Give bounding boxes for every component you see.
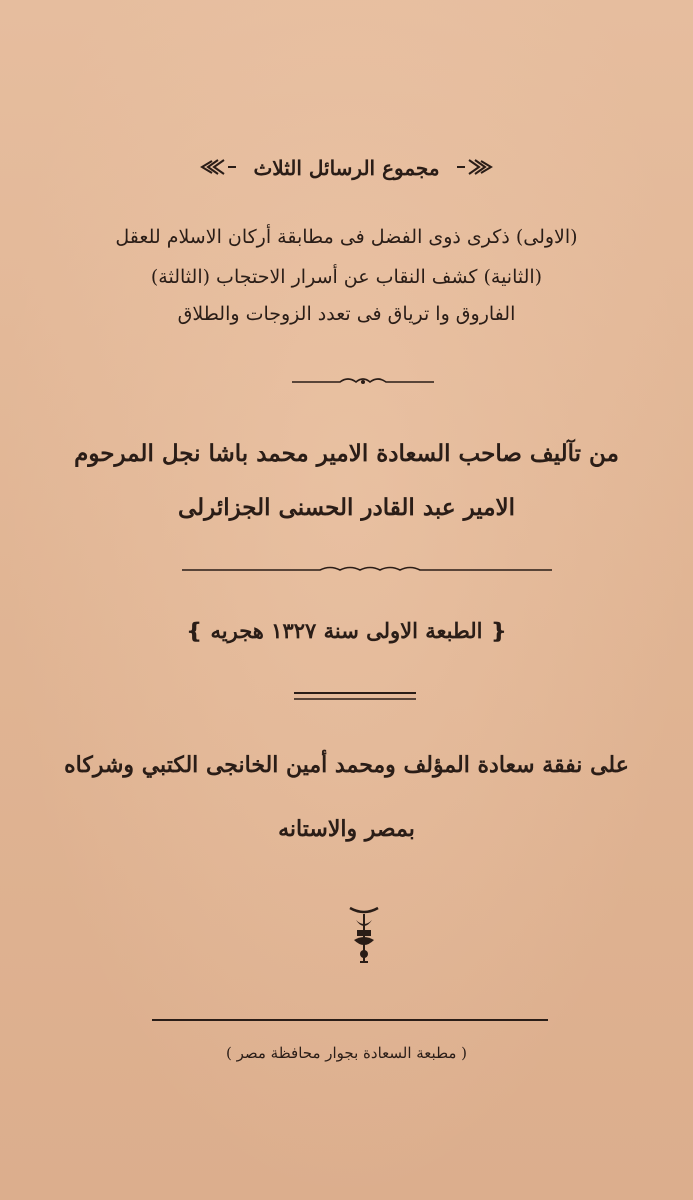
right-bracket-ornament-icon: ❵ <box>185 618 204 643</box>
author-line-1: من تآليف صاحب السعادة الامير محمد باشا نجل المرحوم <box>74 440 619 467</box>
publisher-line-1: على نفقة سعادة المؤلف ومحمد أمين الخانجى الكتبي وشركاه <box>64 752 629 778</box>
edition-text: الطبعة الاولى سنة ١٣٢٧ هجريه <box>210 618 483 643</box>
ornamental-divider-1 <box>290 374 436 388</box>
left-ornament-icon <box>455 157 495 182</box>
right-ornament-icon <box>198 157 238 182</box>
publisher-line-2: بمصر والاستانه <box>278 816 415 842</box>
collection-title-row <box>0 156 693 182</box>
printer-imprint: ( مطبعة السعادة بجوار محافظة مصر ) <box>225 1044 468 1062</box>
contents-line-2: (الثانية) كشف النقاب عن أسرار الاحتجاب (الثالثة) <box>150 266 543 288</box>
left-bracket-ornament-icon: ❴ <box>489 618 508 643</box>
floral-ornament-icon <box>346 902 382 968</box>
contents-line-1: (الاولى) ذكرى ذوى الفضل فى مطابقة أركان الاسلام للعقل <box>115 226 578 248</box>
ornamental-divider-2 <box>180 562 554 576</box>
double-rule-divider <box>294 690 416 702</box>
edition-line <box>0 618 693 643</box>
author-line-2: الامير عبد القادر الحسنى الجزائرلى <box>177 494 516 521</box>
bottom-rule <box>152 1018 548 1022</box>
collection-title: مجموع الرسائل الثلاث <box>253 156 440 180</box>
contents-line-3: الفاروق وا ترياق فى تعدد الزوجات والطلاق <box>177 303 516 325</box>
